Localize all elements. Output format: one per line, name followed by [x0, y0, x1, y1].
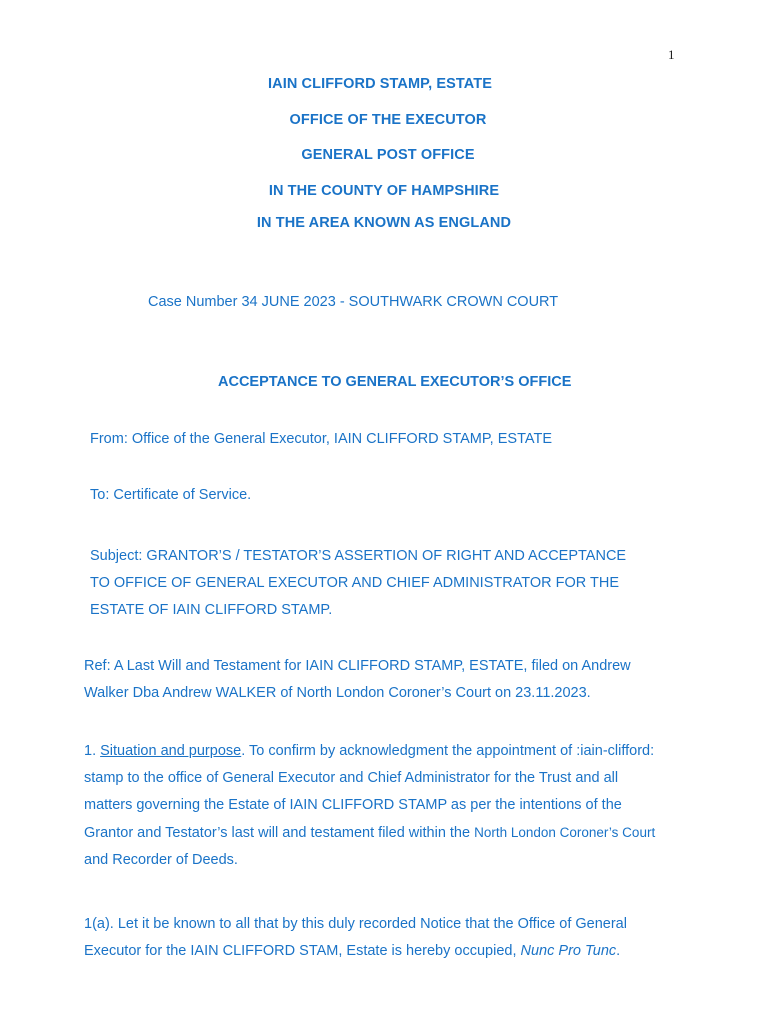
paragraph-1 — [84, 738, 694, 874]
subject-line: TO OFFICE OF GENERAL EXECUTOR AND CHIEF ADMINISTRATOR FOR THE — [90, 575, 620, 591]
subject-line: Subject: GRANTOR’S / TESTATOR’S ASSERTION OF RIGHT AND ACCEPTANCE — [90, 548, 627, 564]
page-number: 1 — [668, 47, 675, 62]
subject-line: ESTATE OF IAIN CLIFFORD STAMP. — [90, 602, 333, 618]
paragraph-line — [84, 819, 694, 847]
paragraph-text: . — [616, 943, 621, 959]
paragraph-text: Executor for the IAIN CLIFFORD STAM, Estate is hereby occupied, — [84, 943, 521, 959]
document-title: ACCEPTANCE TO GENERAL EXECUTOR’S OFFICE — [218, 374, 572, 390]
paragraph-number: 1. — [84, 743, 101, 759]
court-name: North London Coroner’s Court — [474, 825, 656, 840]
case-number: Case Number 34 JUNE 2023 - SOUTHWARK CROWN COURT — [148, 294, 559, 310]
paragraph-text: . To confirm by acknowledgment the appointment of :iain-clifford: — [241, 743, 655, 759]
paragraph-line: 1(a). Let it be known to all that by this duly recorded Notice that the Office of General — [84, 916, 627, 932]
to-line: To: Certificate of Service. — [90, 487, 252, 503]
heading-office: OFFICE OF THE EXECUTOR — [289, 112, 487, 128]
paragraph-line: stamp to the office of General Executor and Chief Administrator for the Trust and all — [84, 770, 619, 786]
paragraph-line: and Recorder of Deeds. — [84, 852, 238, 868]
reference-line: Ref: A Last Will and Testament for IAIN CLIFFORD STAMP, ESTATE, filed on Andrew — [84, 658, 631, 674]
reference-line: Walker Dba Andrew WALKER of North London Coroner’s Court on 23.11.2023. — [84, 685, 591, 701]
from-line: From: Office of the General Executor, IAIN CLIFFORD STAMP, ESTATE — [90, 431, 552, 447]
paragraph-line — [84, 938, 684, 965]
heading-estate-name: IAIN CLIFFORD STAMP, ESTATE — [268, 76, 492, 92]
reference-block — [84, 653, 684, 707]
subject-block — [90, 543, 670, 624]
paragraph-line — [84, 738, 694, 765]
heading-county: IN THE COUNTY OF HAMPSHIRE — [268, 183, 500, 199]
heading-post-office: GENERAL POST OFFICE — [301, 147, 475, 163]
paragraph-text: Grantor and Testator’s last will and testament filed within the — [84, 825, 475, 841]
paragraph-line: matters governing the Estate of IAIN CLIFFORD STAMP as per the intentions of the — [84, 797, 622, 813]
paragraph-heading: Situation and purpose — [100, 743, 242, 759]
latin-phrase: Nunc Pro Tunc — [520, 943, 617, 959]
paragraph-1a — [84, 911, 684, 965]
heading-area: IN THE AREA KNOWN AS ENGLAND — [256, 215, 512, 231]
